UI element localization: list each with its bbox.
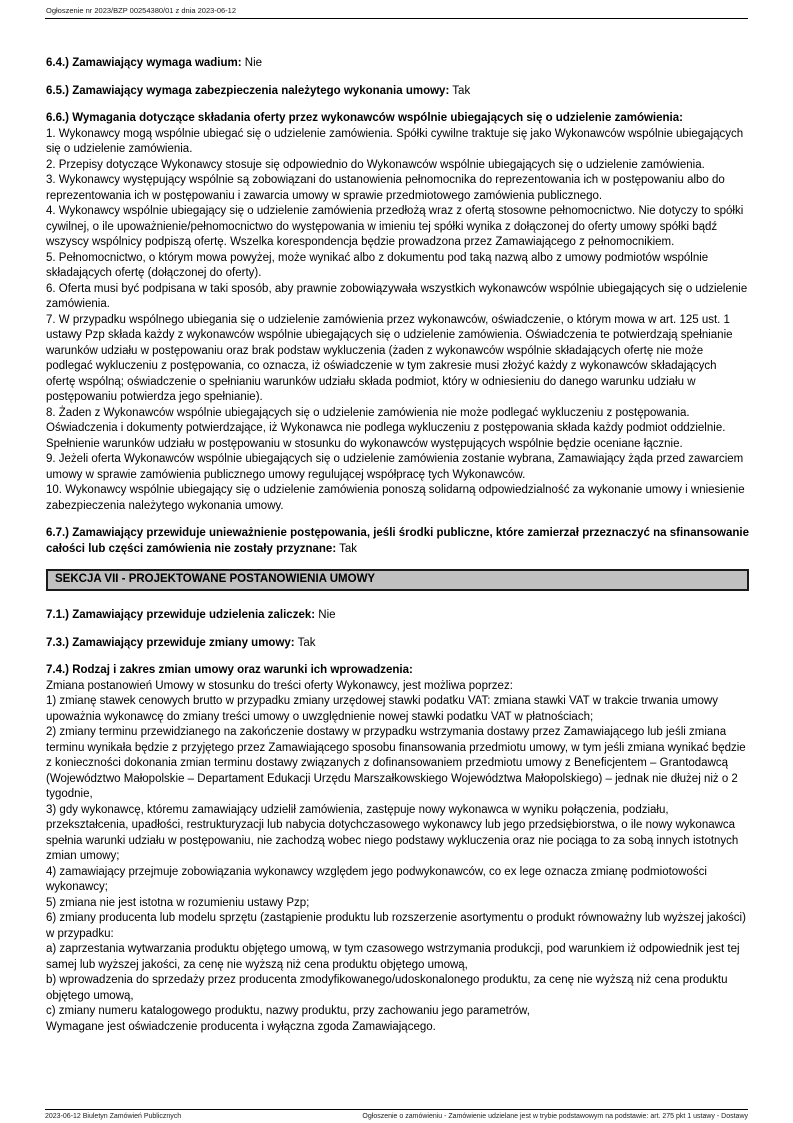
list-item: 2) zmiany terminu przewidzianego na zakończenie dostawy w przypadku wstrzymania dostawy przez Zamawiającego lub jeśli zmiana terminu wynikała będzie z przyjętego przez Zamawiającego sposobu finansowania przedmiotu umowy, w tym jeśli zmiana wynikać będzie z konieczności dokonania zmian terminu dostawy związanych z dofinansowaniem przedmiotu umowy z Beneficjentem – Grantodawcą (Województwo Małopolskie – Departament Edukacji Urzędu Marszałkowskiego Województwa Małopolskiego) – jednak nie dłużej niż o 2 tygodnie, [46, 726, 746, 800]
list-item: c) zmiany numeru katalogowego produktu, nazwy produktu, przy zachowaniu jego parametrów, [46, 1005, 530, 1017]
document-body [0, 19, 793, 1035]
field-6-4-label: 6.4.) Zamawiający wymaga wadium: [46, 57, 242, 69]
field-6-6-label: 6.6.) Wymagania dotyczące składania oferty przez wykonawców wspólnie ubiegających się o udzielenie zamówienia: [46, 112, 683, 124]
field-6-5-value: Tak [452, 84, 471, 97]
list-item: 4. Wykonawcy wspólnie ubiegający się o udzielenie zamówienia przedłożą wraz z ofertą stosowne pełnomocnictwo. Nie dotyczy to spółki cywilnej, o ile upoważnienie/pełnomocnictwo do występowania w imieniu tej spółki wynika z dołączonej do oferty umowy spółki bądź wszyscy wspólnicy podpiszą ofertę. Wszelka korespondencja będzie prowadzona przez Zamawiającego z pełnomocnikiem. [46, 205, 744, 248]
list-item: 10. Wykonawcy wspólnie ubiegający się o udzielenie zamówienia ponoszą solidarną odpowiedzialność za wykonanie umowy i wniesienie zabezpieczenia należytego wykonania umowy. [46, 484, 745, 512]
field-7-1-value: Nie [318, 609, 336, 621]
list-item: 3. Wykonawcy występujący wspólnie są zobowiązani do ustanowienia pełnomocnika do reprezentowania ich w postępowaniu albo do reprezentowania ich w postępowaniu i zawarcia umowy w sprawie przedmiotowego zamówienia publicznego. [46, 174, 725, 202]
footer-row [45, 1113, 748, 1120]
list-item: a) zaprzestania wytwarzania produktu objętego umową, w tym czasowego wstrzymania produkcji, pod warunkiem iż odpowiednik jest tej samej lub wyższej jakości, za cenę nie wyższą niż cena produktu objętego umową, [46, 943, 740, 971]
list-item: Zmiana postanowień Umowy w stosunku do treści oferty Wykonawcy, jest możliwa poprzez: [46, 679, 513, 692]
section-vii-title: SEKCJA VII - PROJEKTOWANE POSTANOWIENIA UMOWY [55, 573, 376, 585]
field-6-5-label: 6.5.) Zamawiający wymaga zabezpieczenia należytego wykonania umowy: [46, 84, 450, 97]
list-item: 2. Przepisy dotyczące Wykonawcy stosuje się odpowiednio do Wykonawców wspólnie ubiegających się o udzielenie zamówienia. [46, 158, 705, 171]
list-item: 1) zmianę stawek cenowych brutto w przypadku zmiany urzędowej stawki podatku VAT: zmiana stawki VAT w trakcie trwania umowy upoważnia wykonawcę do zmiany treści umowy o uwzględnienie nowej stawki podatku VAT w płatnościach; [46, 695, 718, 723]
page-header [0, 0, 793, 15]
list-item: 5. Pełnomocnictwo, o którym mowa powyżej, może wynikać albo z dokumentu pod taką nazwą albo z umowy podmiotów wspólnie składających ofertę (dołączonej do oferty). [46, 251, 709, 279]
field-6-7 [46, 526, 749, 557]
list-item: b) wprowadzenia do sprzedaży przez producenta zmodyfikowanego/udoskonalonego produktu, za cenę nie wyższą niż cena produktu objętego umową, [46, 974, 728, 1002]
list-item: 5) zmiana nie jest istotna w rozumieniu ustawy Pzp; [46, 896, 310, 909]
field-7-1 [46, 608, 749, 624]
field-6-7-value: Tak [339, 542, 358, 555]
notice-number: Ogłoszenie nr 2023/BZP 00254380/01 z dnia 2023-06-12 [46, 6, 237, 15]
list-item: 6) zmiany producenta lub modelu sprzętu (zastąpienie produktu lub rozszerzenie asortymentu o produkt równoważny lub wyższej jakości) w przypadku: [46, 912, 746, 940]
field-6-4-value: Nie [244, 57, 263, 69]
list-item: 8. Żaden z Wykonawców wspólnie ubiegających się o udzielenie zamówienia nie może podlegać wykluczeniu z postępowania. Oświadczenia i dokumenty potwierdzające, iż Wykonawca nie podlega wykluczeniu z postępowania składa każdy podmiot oddzielnie. Spełnienie warunków udziału w postępowaniu w stosunku do wykonawców występujących wspólnie będzie oceniane łącznie. [46, 406, 726, 450]
field-7-3 [46, 636, 749, 652]
footer-left-text: 2023-06-12 Biuletyn Zamówień Publicznych [45, 1113, 182, 1120]
page-footer [45, 1109, 748, 1120]
field-6-5 [46, 84, 749, 100]
field-6-4 [46, 56, 749, 72]
section-vii-header [46, 569, 749, 591]
footer-right-text: Ogłoszenie o zamówieniu - Zamówienie udzielane jest w trybie podstawowym na podstawie: art. 275 pkt 1 ustawy - Dostawy [362, 1113, 748, 1120]
field-7-3-value: Tak [297, 636, 316, 649]
list-item: 3) gdy wykonawcę, któremu zamawiający udzielił zamówienia, zastępuje nowy wykonawca w wyniku połączenia, podziału, przekształcenia, upadłości, restrukturyzacji lub nabycia dotychczasowego wykonawcy lub jego przedsiębiorstwa, o ile nowy wykonawca spełnia warunki udziału w postępowaniu, nie zachodzą wobec niego podstawy wykluczenia oraz nie pociąga to za sobą innych istotnych zmian umowy; [46, 803, 739, 862]
field-7-4 [46, 663, 749, 1035]
field-6-6 [46, 111, 749, 514]
list-item: 4) zamawiający przejmuje zobowiązania wykonawcy względem jego podwykonawców, co ex lege oznacza zmianę podmiotowości wykonawcy; [46, 865, 707, 893]
field-7-4-label: 7.4.) Rodzaj i zakres zmian umowy oraz warunki ich wprowadzenia: [46, 664, 413, 676]
field-7-1-label: 7.1.) Zamawiający przewiduje udzielenia zaliczek: [46, 609, 316, 621]
footer-divider [45, 1109, 748, 1110]
list-item: 6. Oferta musi być podpisana w taki sposób, aby prawnie zobowiązywała wszystkich wykonawców wspólnie ubiegających się o udzielenie zamówienia. [46, 282, 748, 310]
list-item: Wymagane jest oświadczenie producenta i wyłączna zgoda Zamawiającego. [46, 1020, 436, 1033]
list-item: 9. Jeżeli oferta Wykonawców wspólnie ubiegających się o udzielenie zamówienia zostanie wybrana, Zamawiający żąda przed zawarciem umowy w sprawie zamówienia publicznego umowy regulującej współpracę tych Wykonawców. [46, 453, 744, 481]
field-6-7-label: 6.7.) Zamawiający przewiduje unieważnienie postępowania, jeśli środki publiczne, które zamierzał przeznaczyć na sfinansowanie całości lub części zamówienia nie zostały przyznane: [46, 527, 749, 555]
list-item: 7. W przypadku wspólnego ubiegania się o udzielenie zamówienia przez wykonawców, oświadczenie, o którym mowa w art. 125 ust. 1 ustawy Pzp składa każdy z wykonawców wspólnie ubiegających się o udzielenie zamówienia. Oświadczenia te potwierdzają spełnianie warunków udziału w postępowaniu oraz brak podstaw wykluczenia (żaden z wykonawców wspólnie składających ofertę nie może podlegać wykluczeniu z postępowania, co oznacza, iż oświadczenie w tym zakresie musi złożyć każdy z wykonawców składających ofertę wspólną; oświadczenie o spełnianiu warunków udziału składa podmiot, który w odniesieniu do danego warunku udziału w postępowaniu potwierdza jego spełnianie). [46, 313, 733, 403]
list-item: 1. Wykonawcy mogą wspólnie ubiegać się o udzielenie zamówienia. Spółki cywilne traktuje się jako Wykonawców wspólnie ubiegających się o udzielenie zamówienia. [46, 127, 744, 155]
field-7-3-label: 7.3.) Zamawiający przewiduje zmiany umowy: [46, 636, 295, 649]
